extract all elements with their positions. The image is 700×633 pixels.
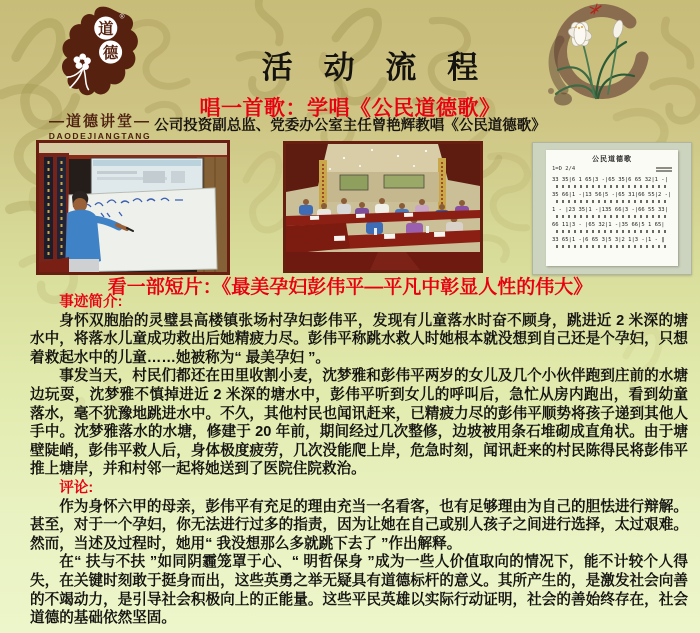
story-intro-label: 事迹简介:: [59, 294, 123, 310]
notation-row: 66 11|3 - |65 32|1 -|35 66|5 1 65|: [552, 222, 665, 228]
body-text: [30, 293, 688, 628]
lyric-row: [556, 200, 668, 203]
watch-film-heading: 看一部短片：《最美孕妇彭伟平—平凡中彰显人性的伟大》: [107, 277, 593, 298]
lyric-row: [556, 230, 668, 233]
lyric-row: [556, 215, 668, 218]
comment-label: 评论:: [59, 479, 94, 496]
page-title: 活 动 流 程: [261, 50, 489, 86]
story-paragraph: 事发当天，村民们都还在田里收割小麦，沈梦雅和彭伟平两岁的女儿及几个小伙伴跑到庄前的水塘边玩耍，沈梦雅不慎掉进近 2 米深的塘水中，彭伟平听到女儿的呼叫后，急忙从房内跑出，看到幼童落水，毫不犹豫地跳进水中。不久，其他村民也闻讯赶来，已精疲力尽的彭伟平顺势将孩子递到其他人手中。沈梦雅落水的水塘，修建于 20 年前，期间经过几次整修，边坡被用条石堆砌成直角状。由于塘壁陡峭，彭伟平救人后，身体极度疲劳，几次没能爬上岸，危急时刻，闻讯赶来的村民陈得民将彭伟平推上塘岸，并和村邻一起将她送到了医院住院救治。: [30, 368, 688, 478]
story-paragraph: 身怀双胞胎的灵璧县高楼镇张场村孕妇彭伟平，发现有儿童落水时奋不顾身，跳进近 2 米深的塘水中，将落水儿童成功救出后她精疲力尽。彭伟平称跳水救人时她根本就没想到自己还是个孕妇，只想着救起水中的儿童……她被称为“ 最美孕妇 ”。: [30, 312, 688, 366]
logo-seal-char-de: 德: [102, 44, 119, 62]
registered-mark-icon: ®: [119, 13, 125, 21]
comment-paragraph: 在“ 扶与不扶 ”如同阴霾笼罩于心、“ 明哲保身 ”成为一些人价值取向的情况下，能不计较个人得失，在关键时刻敢于挺身而出，这些英勇之举无疑具有道德标杆的意义。其所产生的，是激发社会向善的不竭动力，是引导社会积极向上的正能量。这些平民英雄以实际行动证明，社会的善始终存在，社会道德的基础依然坚固。: [30, 554, 688, 627]
photo-audience-hall: [283, 141, 483, 273]
notation-row: 35 66|1 -|13 56|5 -|65 31|66 55|2 -|: [552, 192, 672, 198]
sheet-music-title: 公民道德歌: [592, 156, 632, 163]
sing-song-subtitle: 公司投资副总监、党委办公室主任曾艳辉教唱《公民道德歌》: [154, 118, 546, 134]
lotus-flower: [567, 19, 625, 49]
logo-map-emblem: [54, 4, 146, 104]
sing-song-heading: 唱一首歌：学唱《公民道德歌》: [199, 97, 501, 120]
notation-row: 1 - |23 35|1 -|135 66|3 -|66 55 33|: [552, 207, 668, 213]
photo-lecturer-whiteboard: [36, 140, 230, 275]
logo-seal-char-dao: 道: [98, 20, 114, 38]
brand-name-chinese: —道德讲堂—: [48, 113, 151, 130]
notation-row: 33 65|1 -|6 65 3|5 3|2 1|3 -|1 - ‖: [552, 237, 665, 243]
composer-credit-lines: [656, 166, 672, 173]
sheet-music-paper: [546, 150, 678, 266]
photo-sheet-music: [532, 142, 692, 275]
enso-ring: [561, 10, 642, 92]
brand-name-pinyin: DAODEJIANGTANG: [48, 131, 152, 141]
lyric-row: [556, 245, 668, 248]
lyric-row: [556, 185, 668, 188]
notation-row: 33 35|6 1 65|3 -|65 35|6 65 32|1 -|: [552, 177, 668, 183]
key-signature: 1=D 2/4: [552, 166, 576, 172]
comment-paragraph: 作为身怀六甲的母亲，彭伟平有充足的理由充当一名看客，也有足够理由为自己的胆怯进行辩解。甚至，对于一个孕妇，你无法进行过多的指责，因为让她在自己或别人孩子之间进行选择，太过艰难。然而，当述及过程时，她用“ 我没想那么多就跳下去了 ”作出解释。: [30, 498, 688, 552]
